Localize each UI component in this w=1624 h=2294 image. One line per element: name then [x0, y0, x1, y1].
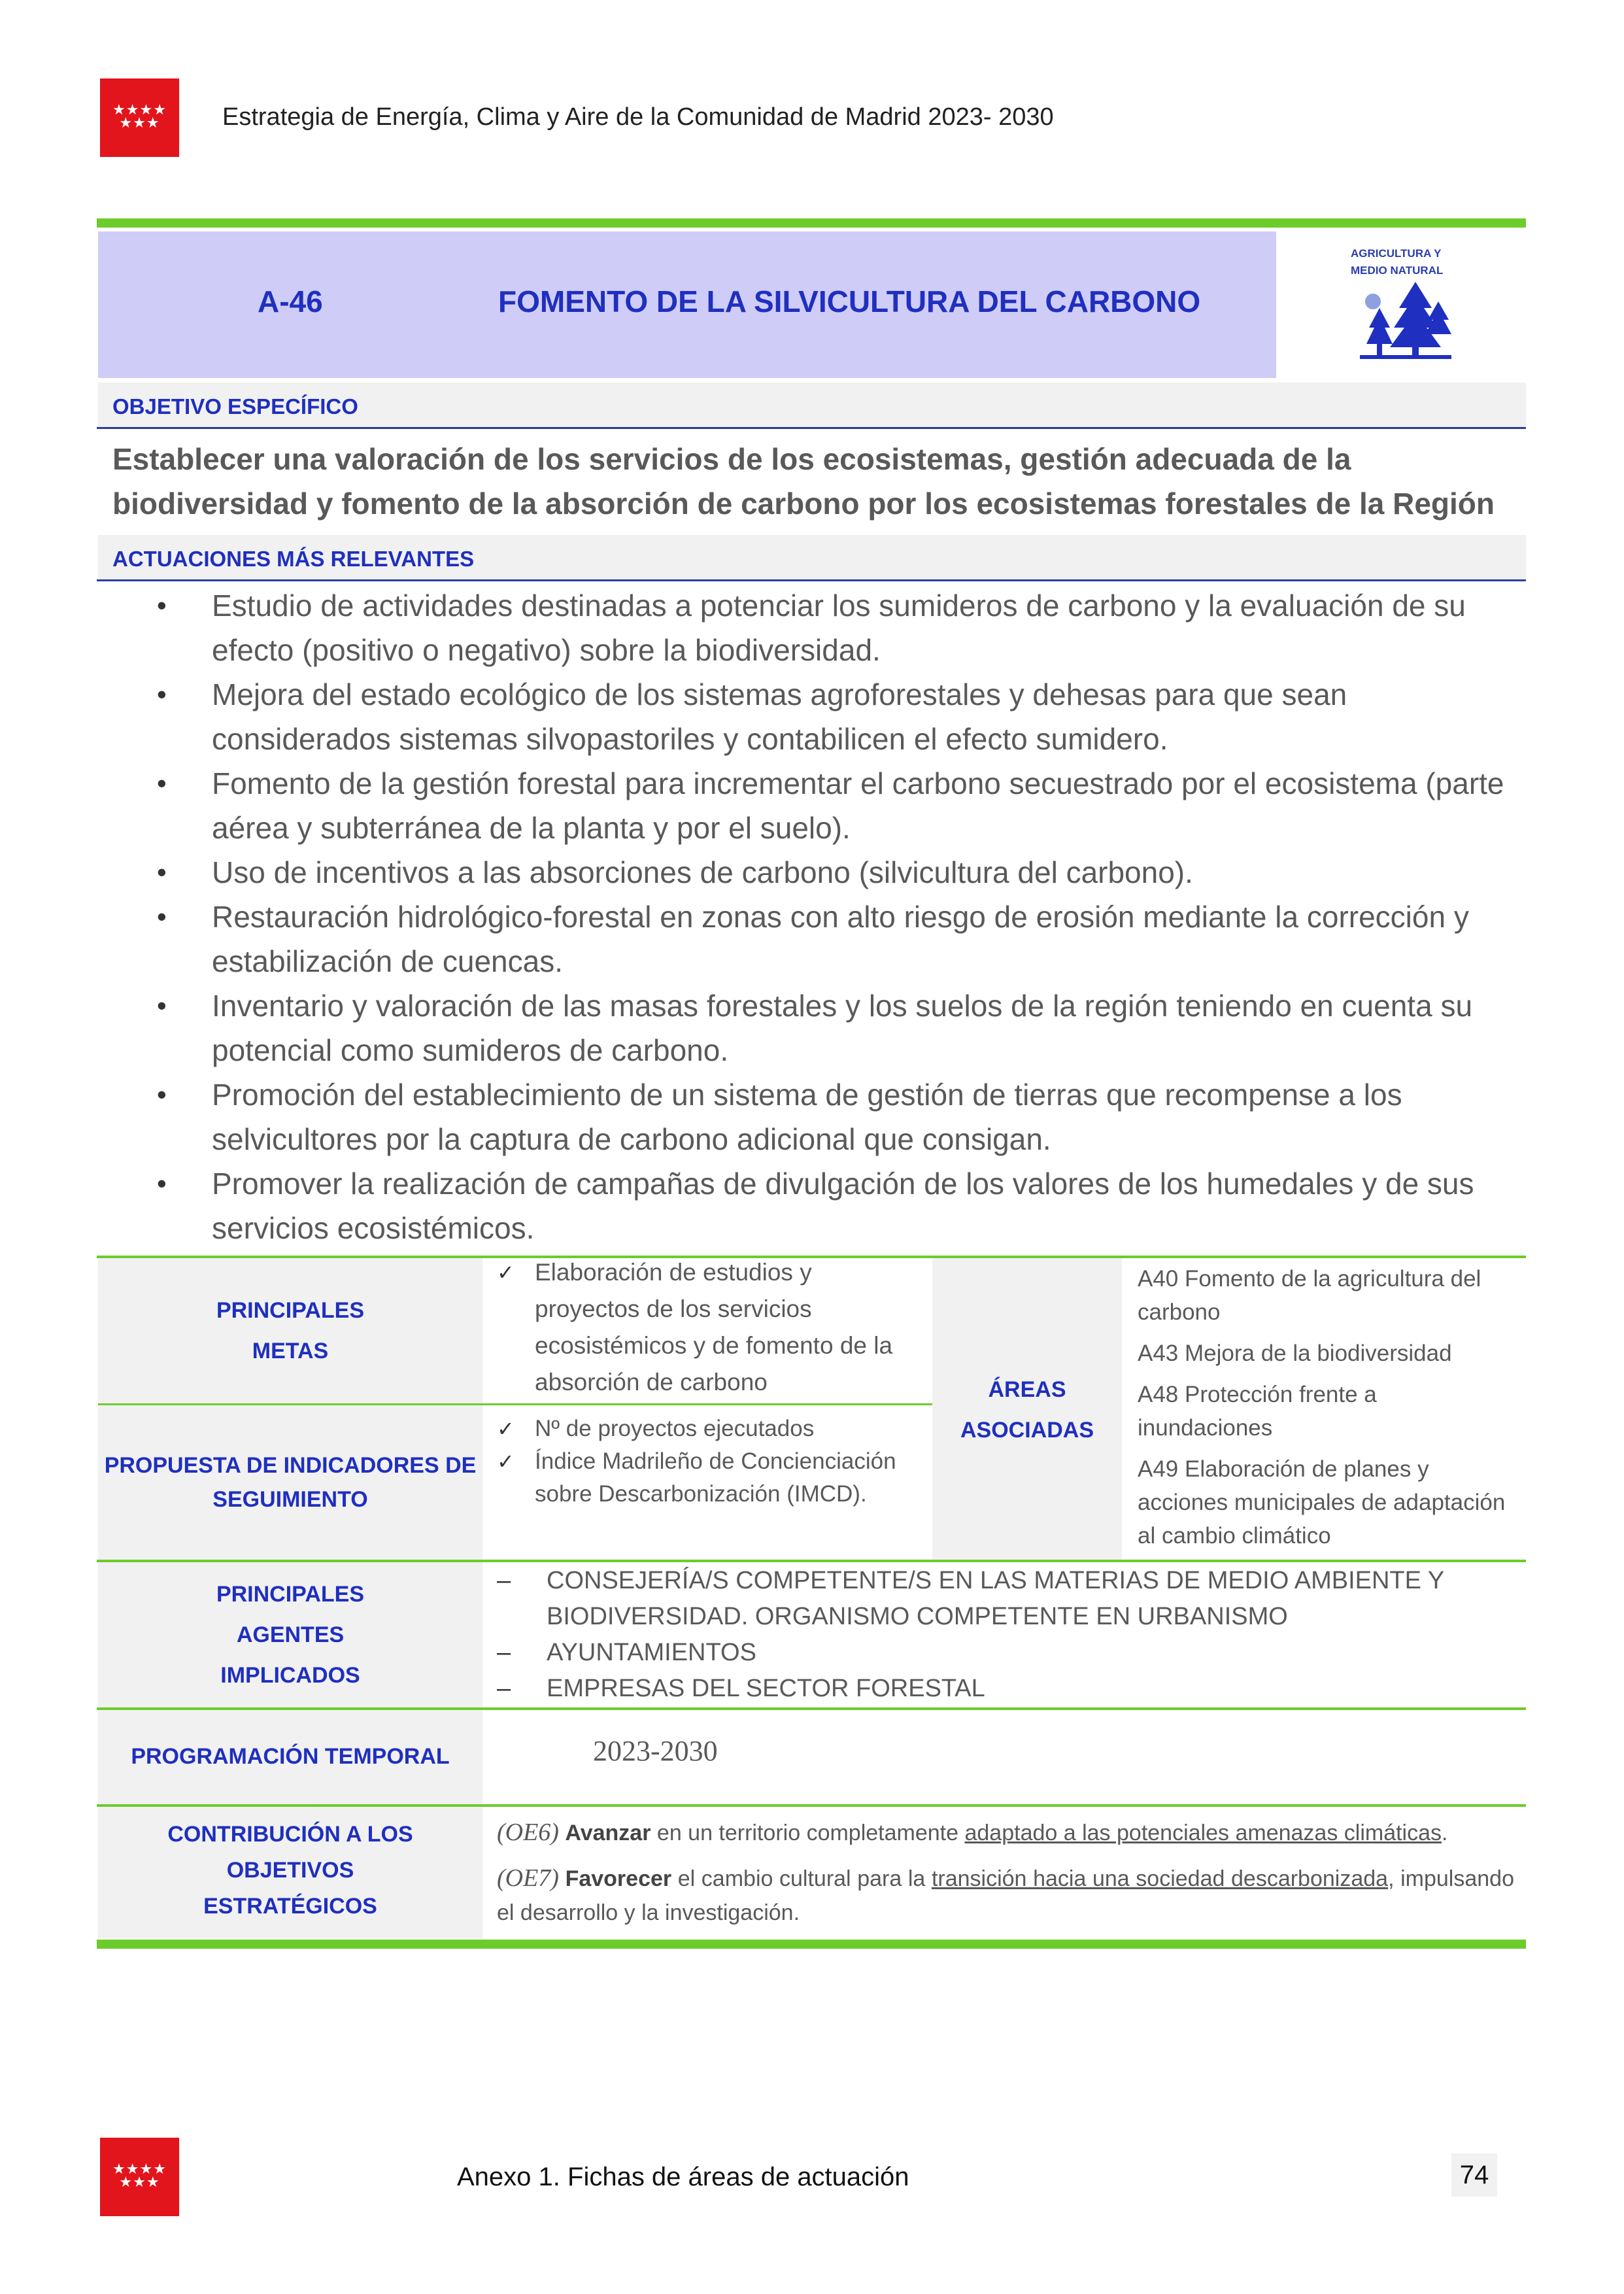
area-badge-line1: AGRICULTURA Y [1351, 247, 1442, 260]
bottom-green-rule [97, 1940, 1526, 1949]
area-badge-label [1347, 245, 1464, 279]
oe6-code: (OE6) [497, 1819, 559, 1846]
goals-label [98, 1290, 482, 1371]
forest-tree-icon [1360, 282, 1451, 360]
goals-list [497, 1254, 896, 1401]
actions-list [157, 583, 1517, 1250]
indicator-item: ✓ Índice Madrileño de Concienciación sobre Descarbonización (IMCD). [497, 1445, 928, 1511]
objective-rule [97, 427, 1526, 429]
contribution-oe7 [497, 1861, 1514, 1930]
agents-label [98, 1574, 482, 1696]
contribution-label-line3: ESTRATÉGICOS [203, 1894, 377, 1919]
logo-stars-row2: ★★★ [119, 115, 160, 131]
action-item: • Fomento de la gestión forestal para incrementar el carbono secuestrado por el ecosistema (parte aérea y subterránea de la planta y por el suelo). [157, 761, 1517, 850]
oe6-end: . [1442, 1821, 1448, 1845]
oe7-link: transición hacia una sociedad descarbonizada [931, 1866, 1389, 1891]
area-item: A49 Elaboración de planes y acciones municipales de adaptación al cambio climático [1138, 1456, 1506, 1549]
contribution-label [98, 1817, 482, 1925]
agents-label-line2: AGENTES [236, 1622, 345, 1647]
objective-header [98, 383, 1526, 427]
indicators-label-line1: PROPUESTA DE INDICADORES DE [104, 1453, 477, 1478]
action-item: • Restauración hidrológico-forestal en zonas con alto riesgo de erosión mediante la corrección y estabilización de cuencas. [157, 895, 1517, 984]
footer-logo-stars-row2: ★★★ [119, 2174, 160, 2191]
objective-label: OBJETIVO ESPECÍFICO [112, 394, 358, 419]
action-item: • Mejora del estado ecológico de los sistemas agroforestales y dehesas para que sean considerados sistemas silvopastoriles y contabilicen el efecto sumidero. [157, 672, 1517, 761]
comunidad-madrid-logo [100, 78, 179, 157]
area-item: A40 Fomento de la agricultura del carbono [1138, 1266, 1481, 1325]
action-item: • Promover la realización de campañas de divulgación de los valores de los humedales y de sus servicios ecosistémicos. [157, 1161, 1517, 1250]
area-item: A43 Mejora de la biodiversidad [1138, 1341, 1452, 1366]
actions-header [98, 535, 1526, 579]
agents-list [497, 1563, 1517, 1707]
area-item: A48 Protección frente a inundaciones [1138, 1382, 1377, 1441]
schedule-label: PROGRAMACIÓN TEMPORAL [131, 1744, 450, 1769]
actions-label: ACTUACIONES MÁS RELEVANTES [112, 547, 475, 571]
goals-indicators-divider [98, 1403, 932, 1405]
oe6-link: adaptado a las potenciales amenazas climáticas [964, 1821, 1442, 1845]
comunidad-madrid-logo-footer [100, 2138, 179, 2216]
area-badge-line2: MEDIO NATURAL [1351, 264, 1444, 277]
footer-text: Anexo 1. Fichas de áreas de actuación [457, 2163, 909, 2191]
oe7-end: , impulsando el desarrollo y la investigación. [497, 1866, 1514, 1925]
sheet-code: A-46 [258, 284, 323, 318]
agents-label-line1: PRINCIPALES [216, 1582, 365, 1607]
schedule-years: 2023-2030 [593, 1735, 718, 1767]
top-green-rule [97, 218, 1526, 228]
indicators-label [98, 1448, 482, 1516]
sheet-title-box [98, 231, 1276, 378]
agriculture-area-badge [1347, 245, 1464, 366]
page-number: 74 [1451, 2153, 1497, 2197]
oe7-verb: Favorecer [565, 1866, 672, 1891]
sheet-title: FOMENTO DE LA SILVICULTURA DEL CARBONO [498, 284, 1201, 318]
contribution-label-line1: CONTRIBUCIÓN A LOS [167, 1822, 413, 1847]
oe7-code: (OE7) [497, 1864, 559, 1892]
actions-rule [97, 579, 1526, 581]
action-item: • Promoción del establecimiento de un sistema de gestión de tierras que recompense a los selvicultores por la captura de carbono adicional que consigan. [157, 1072, 1517, 1161]
document-header-title: Estrategia de Energía, Clima y Aire de la Comunidad de Madrid 2023- 2030 [222, 103, 1054, 131]
agent-item: – AYUNTAMIENTOS [497, 1635, 1517, 1671]
agents-label-line3: IMPLICADOS [220, 1663, 360, 1688]
oe7-text: el cambio cultural para la [677, 1866, 926, 1891]
indicators-list [497, 1412, 928, 1511]
contribution-label-line2: OBJETIVOS [226, 1858, 354, 1883]
contribution-oe6 [497, 1815, 1514, 1850]
footer-logo-stars-row1: ★★★★ [112, 2161, 167, 2178]
indicator-item: ✓ Nº de proyectos ejecutados [497, 1412, 928, 1445]
action-item: • Inventario y valoración de las masas forestales y los suelos de la región teniendo en cuenta su potencial como sumideros de carbono. [157, 984, 1517, 1072]
action-item: • Uso de incentivos a las absorciones de carbono (silvicultura del carbono). [157, 850, 1517, 895]
objective-text: Establecer una valoración de los servicios de los ecosistemas, gestión adecuada de la biodiversidad y fomento de la absorción de carbono por los ecosistemas forestales de la Región [112, 442, 1495, 521]
agent-item: – EMPRESAS DEL SECTOR FORESTAL [497, 1671, 1517, 1707]
goal-item: ✓ Elaboración de estudios y proyectos de los servicios ecosistémicos y de fomento de la absorción de carbono [497, 1254, 896, 1401]
goals-label-line2: METAS [252, 1339, 329, 1363]
areas-list [1138, 1262, 1517, 1560]
areas-label [932, 1369, 1122, 1450]
agent-item: – CONSEJERÍA/S COMPETENTE/S EN LAS MATERIAS DE MEDIO AMBIENTE Y BIODIVERSIDAD. ORGANISMO COMPETENTE EN URBANISMO [497, 1563, 1517, 1635]
goals-label-line1: PRINCIPALES [216, 1298, 365, 1323]
logo-stars-row1: ★★★★ [112, 102, 167, 118]
areas-label-line1: ÁREAS [988, 1377, 1066, 1402]
indicators-label-line2: SEGUIMIENTO [212, 1487, 368, 1512]
areas-label-line2: ASOCIADAS [960, 1418, 1094, 1443]
oe6-text: en un territorio completamente [656, 1821, 959, 1845]
action-item: • Estudio de actividades destinadas a potenciar los sumideros de carbono y la evaluación de su efecto (positivo o negativo) sobre la biodiversidad. [157, 583, 1517, 672]
oe6-verb: Avanzar [565, 1821, 651, 1845]
